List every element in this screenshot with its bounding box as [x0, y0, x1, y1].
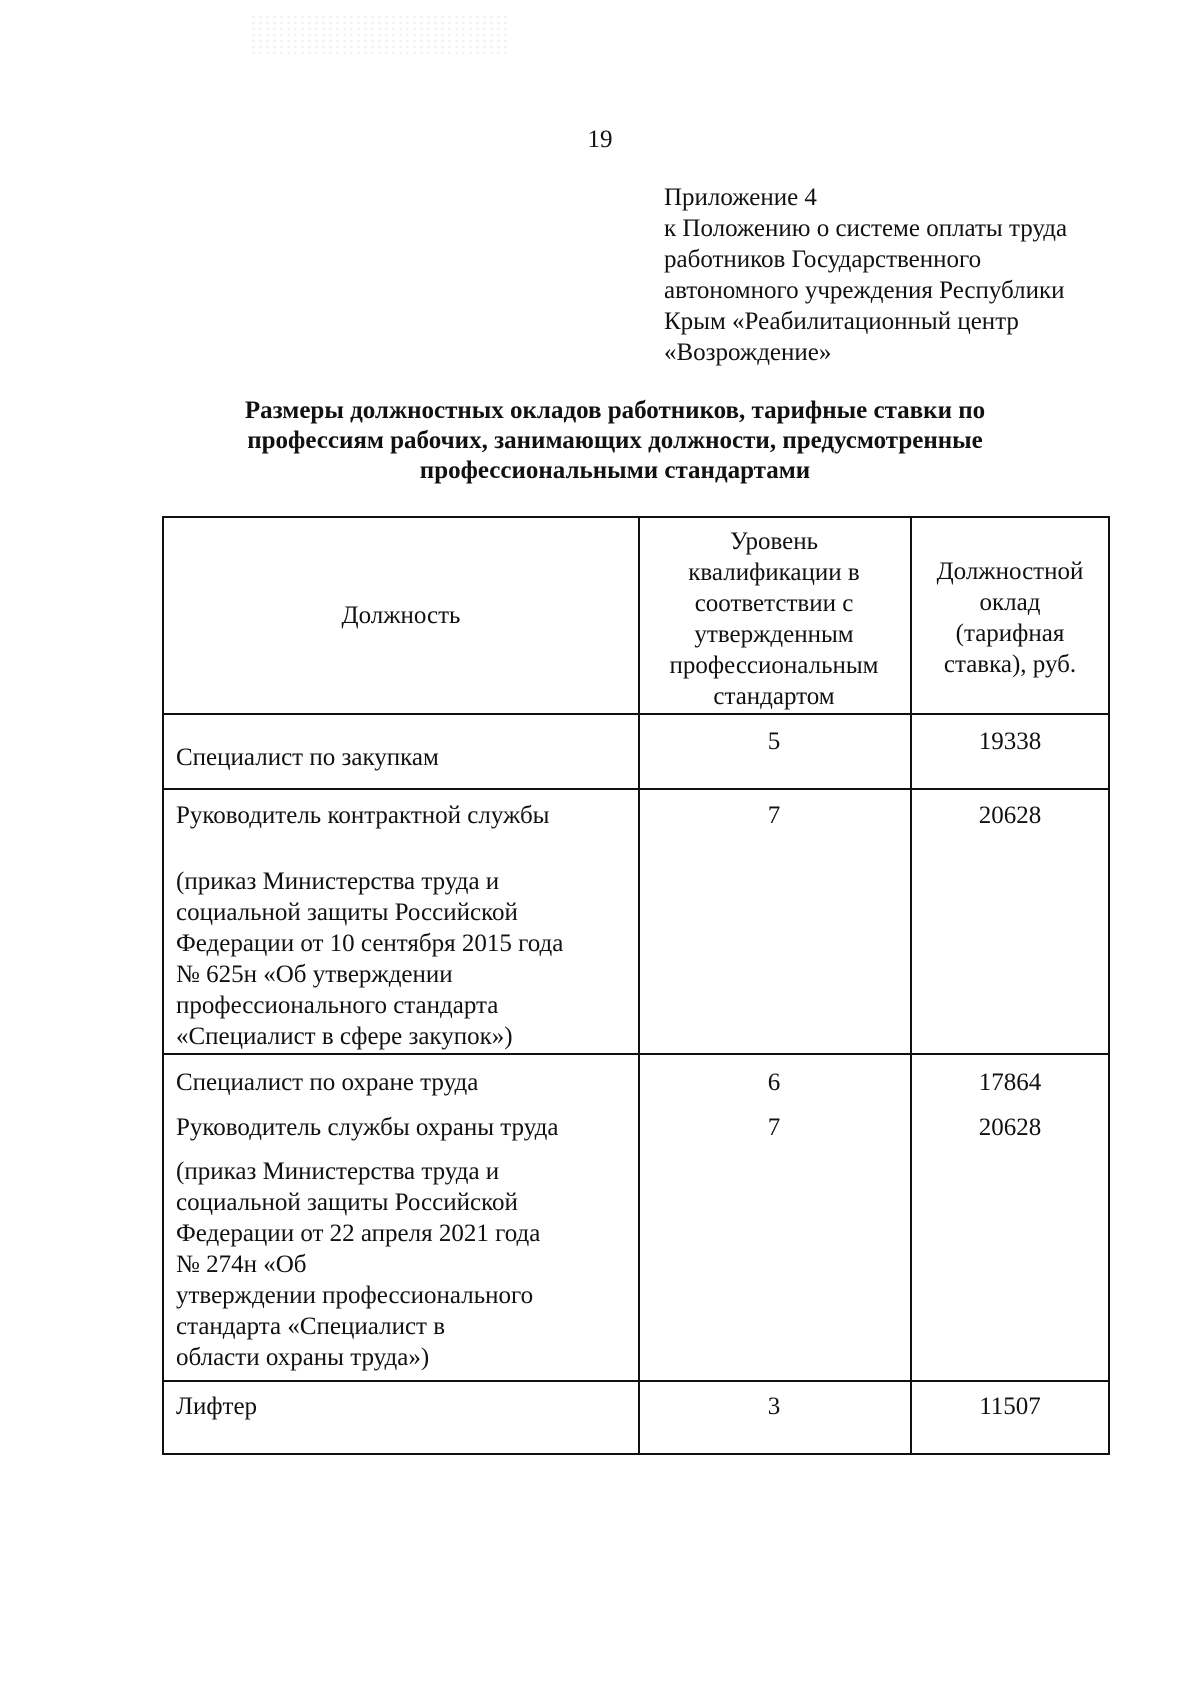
table-border-right	[1108, 516, 1110, 1455]
table-cell-level: 6	[767, 1069, 781, 1096]
header-level-line: стандартом	[713, 683, 835, 710]
table-cell-position: Руководитель службы охраны труда	[176, 1114, 559, 1141]
table-rule	[162, 1053, 1110, 1055]
appendix-line: работников Государственного	[664, 246, 982, 273]
title-line: профессиональными стандартами	[419, 457, 811, 484]
note-line: Федерации от 22 апреля 2021 года	[176, 1220, 541, 1247]
note-line: области охраны труда»)	[176, 1344, 430, 1371]
table-border-left	[162, 516, 164, 1455]
document-title	[180, 396, 1050, 486]
note-line: (приказ Министерства труда и	[176, 868, 500, 895]
header-salary-line: Должностной	[936, 558, 1084, 585]
header-salary-line: ставка), руб.	[943, 651, 1077, 678]
note-line: Федерации от 10 сентября 2015 года	[176, 930, 564, 957]
header-position: Должность	[341, 602, 461, 629]
table-cell-level: 3	[767, 1393, 781, 1420]
header-level-line: квалификации в	[688, 559, 860, 586]
note-line: стандарта «Специалист в	[176, 1313, 446, 1340]
header-salary-line: (тарифная	[955, 620, 1065, 647]
header-level-line: Уровень	[729, 528, 819, 555]
appendix-line: Приложение 4	[664, 184, 817, 211]
note-line: социальной защиты Российской	[176, 1189, 518, 1216]
table-cell-position: Лифтер	[176, 1393, 258, 1420]
table-rule	[162, 788, 1110, 790]
title-line: профессиям рабочих, занимающих должности, предусмотренные	[247, 427, 983, 454]
appendix-line: Крым «Реабилитационный центр	[664, 308, 1019, 335]
table-cell-salary: 11507	[979, 1393, 1041, 1420]
note-line: утверждении профессионального	[176, 1282, 534, 1309]
appendix-line: автономного учреждения Республики	[664, 277, 1065, 304]
note-line: № 625н «Об утверждении	[176, 961, 453, 988]
table-rule	[162, 713, 1110, 715]
table-border-top	[162, 516, 1110, 518]
table-cell-note	[176, 866, 636, 1052]
appendix-line: «Возрождение»	[664, 339, 832, 366]
note-line: социальной защиты Российской	[176, 899, 518, 926]
table-cell-salary: 17864	[978, 1069, 1042, 1096]
note-line: «Специалист в сфере закупок»)	[176, 1023, 513, 1050]
note-line: профессионального стандарта	[176, 992, 499, 1019]
header-salary	[912, 556, 1108, 680]
table-cell-level: 7	[767, 802, 781, 829]
table-cell-salary: 19338	[978, 728, 1042, 755]
note-line: (приказ Министерства труда и	[176, 1158, 500, 1185]
title-line: Размеры должностных окладов работников, тарифные ставки по	[244, 397, 986, 424]
salary-table	[162, 516, 1110, 1455]
table-cell-note	[176, 1156, 636, 1373]
table-cell-salary: 20628	[978, 1114, 1042, 1141]
note-line: № 274н «Об	[176, 1251, 307, 1278]
appendix-line: к Положению о системе оплаты труда	[664, 215, 1068, 242]
header-level-line: профессиональным	[669, 652, 879, 679]
scan-noise	[250, 14, 510, 54]
table-cell-level: 7	[767, 1114, 781, 1141]
table-cell-salary: 20628	[978, 802, 1042, 829]
page-number: 19	[587, 126, 613, 153]
appendix-block	[664, 182, 1164, 368]
table-cell-position: Специалист по закупкам	[176, 744, 439, 771]
header-salary-line: оклад	[979, 589, 1041, 616]
table-cell-level: 5	[767, 728, 781, 755]
table-cell-position: Специалист по охране труда	[176, 1069, 479, 1096]
table-rule	[162, 1380, 1110, 1382]
header-level-line: утвержденным	[694, 621, 854, 648]
header-level-line: соответствии с	[694, 590, 854, 617]
header-level	[638, 526, 910, 712]
table-border-bottom	[162, 1453, 1110, 1455]
table-cell-position: Руководитель контрактной службы	[176, 802, 550, 829]
